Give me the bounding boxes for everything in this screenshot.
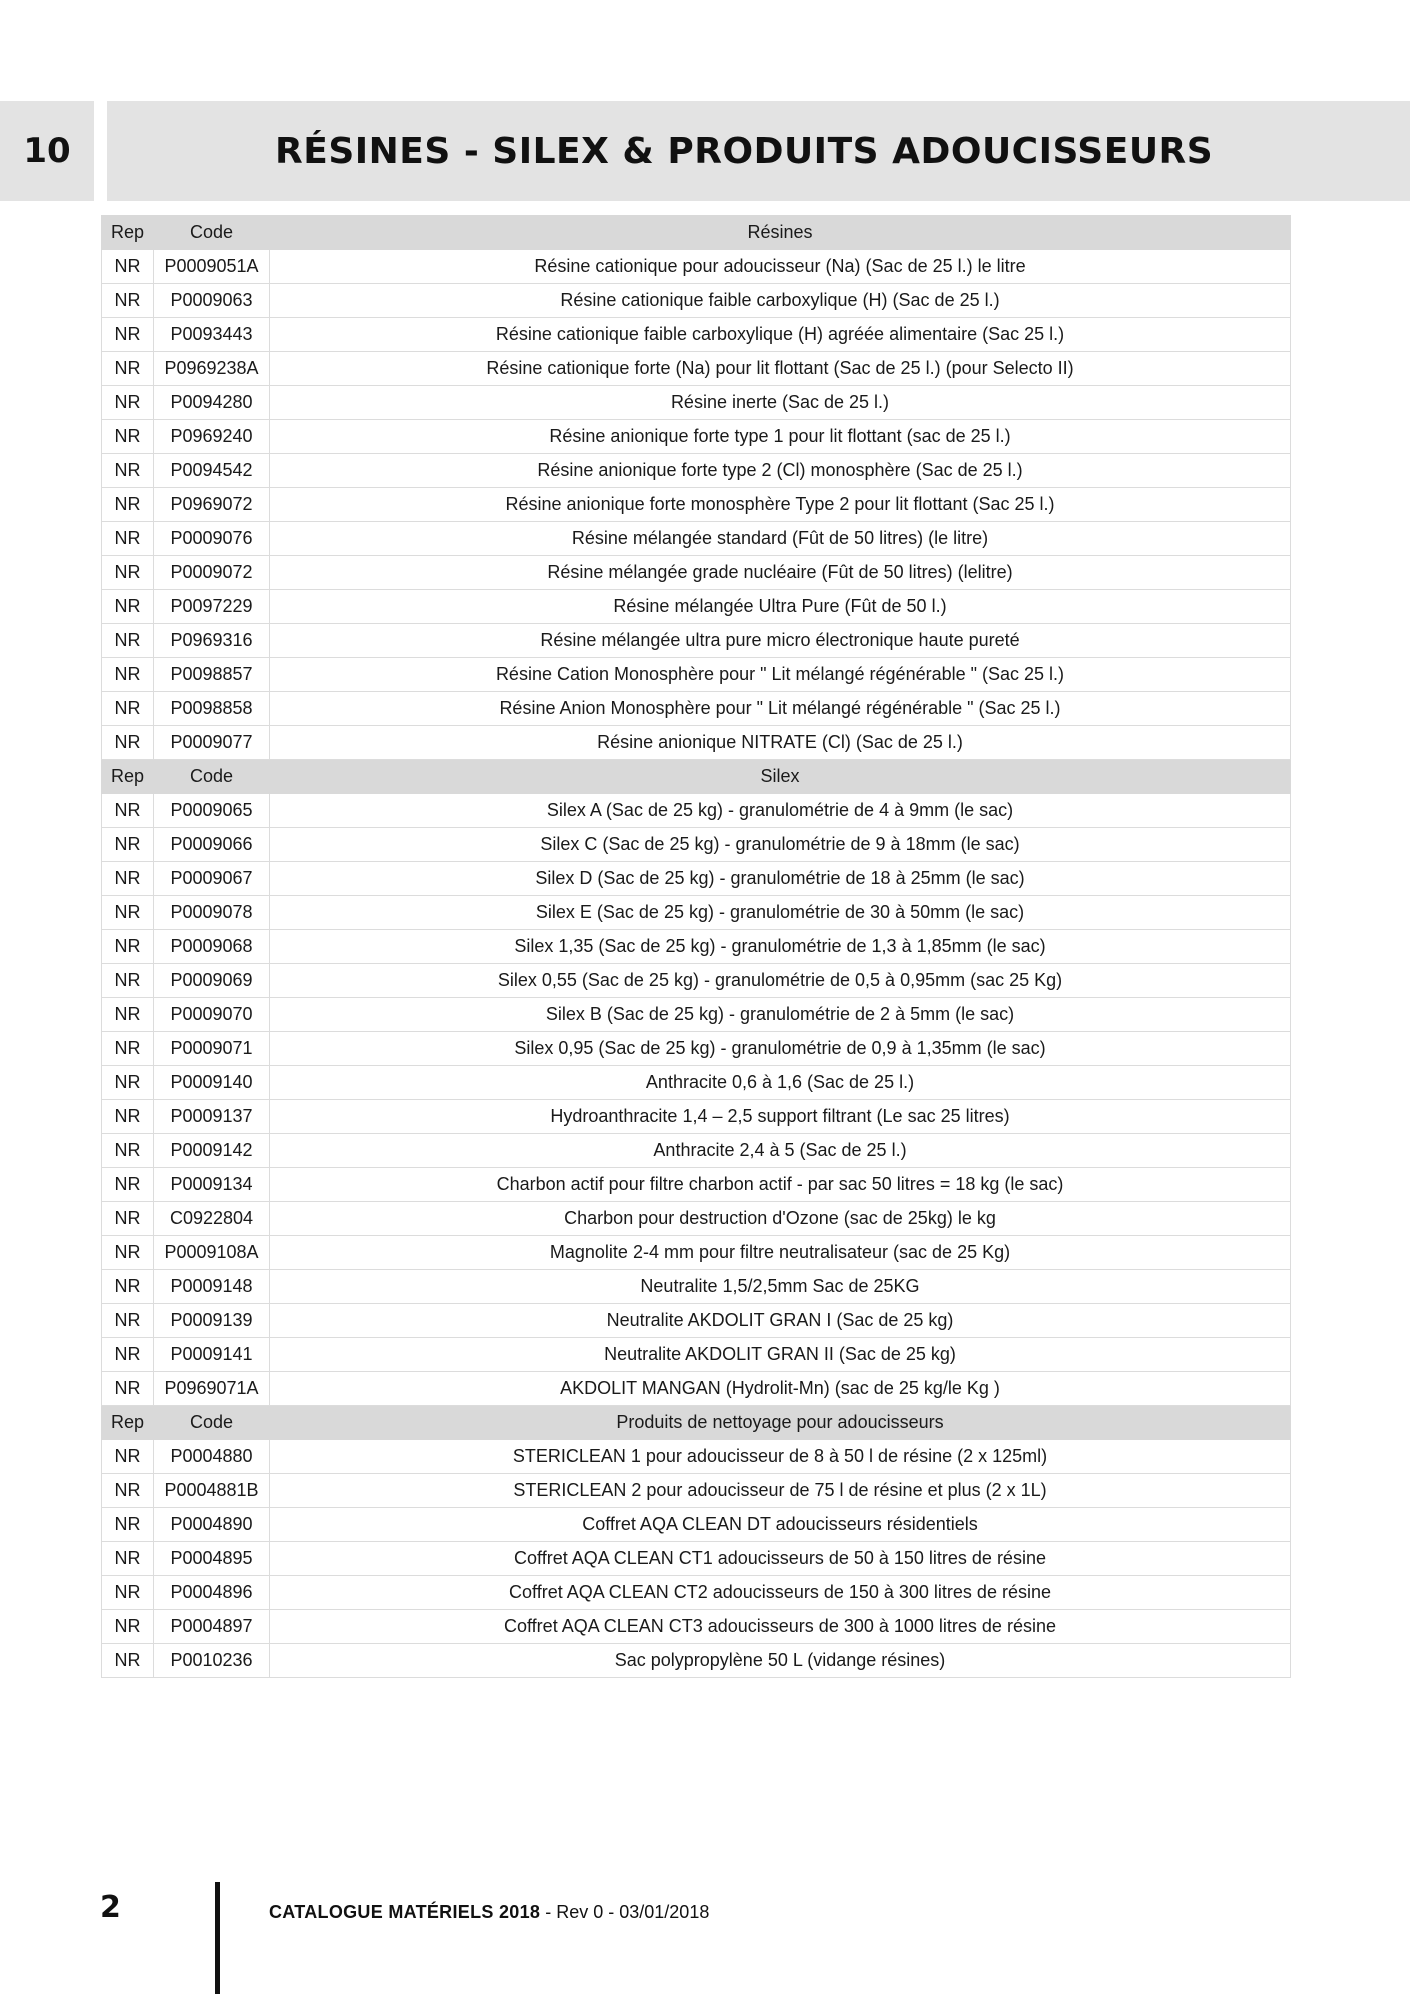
code-cell: P0094542 [154,454,270,488]
code-cell: P0009137 [154,1100,270,1134]
code-cell: P0004897 [154,1610,270,1644]
page-title: RÉSINES - SILEX & PRODUITS ADOUCISSEURS [275,130,1214,172]
table-row [102,930,1291,964]
description-cell: Silex 1,35 (Sac de 25 kg) - granulométrie de 1,3 à 1,85mm (le sac) [270,930,1291,964]
description-cell: Résine Cation Monosphère pour " Lit mélangé régénérable " (Sac 25 l.) [270,658,1291,692]
rep-cell: NR [102,1474,154,1508]
table-row [102,726,1291,760]
table-row [102,964,1291,998]
description-cell: STERICLEAN 2 pour adoucisseur de 75 l de résine et plus (2 x 1L) [270,1474,1291,1508]
rep-cell: NR [102,862,154,896]
rep-cell: NR [102,1236,154,1270]
code-cell: P0009134 [154,1168,270,1202]
code-cell: P0009072 [154,556,270,590]
description-cell: Résine cationique pour adoucisseur (Na) (Sac de 25 l.) le litre [270,250,1291,284]
code-cell: P0009065 [154,794,270,828]
table-row [102,420,1291,454]
footer-divider [215,1882,220,1994]
code-cell: P0969240 [154,420,270,454]
description-cell: Résine mélangée grade nucléaire (Fût de 50 litres) (lelitre) [270,556,1291,590]
table-row [102,1168,1291,1202]
table-row [102,794,1291,828]
rep-cell: NR [102,726,154,760]
description-cell: Silex D (Sac de 25 kg) - granulométrie de 18 à 25mm (le sac) [270,862,1291,896]
description-cell: STERICLEAN 1 pour adoucisseur de 8 à 50 l de résine (2 x 125ml) [270,1440,1291,1474]
description-cell: Résine mélangée ultra pure micro électronique haute pureté [270,624,1291,658]
rep-cell: NR [102,1066,154,1100]
table-row [102,624,1291,658]
table-row [102,1542,1291,1576]
code-cell: P0004881B [154,1474,270,1508]
rep-cell: NR [102,1168,154,1202]
table-row [102,1100,1291,1134]
table-row [102,862,1291,896]
description-cell: Anthracite 2,4 à 5 (Sac de 25 l.) [270,1134,1291,1168]
description-cell: Résine Anion Monosphère pour " Lit mélangé régénérable " (Sac 25 l.) [270,692,1291,726]
rep-cell: NR [102,658,154,692]
section-header-row [102,216,1291,250]
product-table-body [102,216,1291,1678]
rep-cell: NR [102,794,154,828]
table-row [102,1066,1291,1100]
rep-cell: NR [102,1372,154,1406]
header-code: Code [154,1406,270,1440]
code-cell: P0009069 [154,964,270,998]
description-cell: Silex 0,95 (Sac de 25 kg) - granulométrie de 0,9 à 1,35mm (le sac) [270,1032,1291,1066]
table-row [102,896,1291,930]
table-row [102,1576,1291,1610]
table-row [102,1236,1291,1270]
code-cell: P0098858 [154,692,270,726]
code-cell: C0922804 [154,1202,270,1236]
code-cell: P0009068 [154,930,270,964]
section-header-row [102,1406,1291,1440]
footer-revision: - Rev 0 - 03/01/2018 [540,1902,710,1922]
header-section-label: Résines [270,216,1291,250]
code-cell: P0009140 [154,1066,270,1100]
table-row [102,284,1291,318]
table-row [102,386,1291,420]
table-row [102,454,1291,488]
table-row [102,828,1291,862]
table-row [102,318,1291,352]
chapter-number: 10 [23,131,71,171]
header-rep: Rep [102,760,154,794]
rep-cell: NR [102,590,154,624]
description-cell: Coffret AQA CLEAN CT1 adoucisseurs de 50 à 150 litres de résine [270,1542,1291,1576]
header-rep: Rep [102,1406,154,1440]
code-cell: P0004895 [154,1542,270,1576]
rep-cell: NR [102,1542,154,1576]
title-bar [107,101,1410,201]
footer-catalogue: CATALOGUE MATÉRIELS 2018 [269,1902,541,1922]
description-cell: Magnolite 2-4 mm pour filtre neutralisateur (sac de 25 Kg) [270,1236,1291,1270]
rep-cell: NR [102,1440,154,1474]
rep-cell: NR [102,1610,154,1644]
description-cell: Sac polypropylène 50 L (vidange résines) [270,1644,1291,1678]
table-row [102,658,1291,692]
description-cell: Coffret AQA CLEAN CT2 adoucisseurs de 150 à 300 litres de résine [270,1576,1291,1610]
rep-cell: NR [102,1202,154,1236]
table-row [102,488,1291,522]
code-cell: P0098857 [154,658,270,692]
description-cell: Charbon actif pour filtre charbon actif - par sac 50 litres = 18 kg (le sac) [270,1168,1291,1202]
code-cell: P0093443 [154,318,270,352]
table-row [102,1032,1291,1066]
rep-cell: NR [102,556,154,590]
header-code: Code [154,760,270,794]
description-cell: Silex E (Sac de 25 kg) - granulométrie de 30 à 50mm (le sac) [270,896,1291,930]
description-cell: Résine anionique forte type 1 pour lit flottant (sac de 25 l.) [270,420,1291,454]
description-cell: Neutralite AKDOLIT GRAN I (Sac de 25 kg) [270,1304,1291,1338]
code-cell: P0004896 [154,1576,270,1610]
rep-cell: NR [102,1508,154,1542]
code-cell: P0009051A [154,250,270,284]
rep-cell: NR [102,624,154,658]
description-cell: Résine cationique faible carboxylique (H) (Sac de 25 l.) [270,284,1291,318]
rep-cell: NR [102,1304,154,1338]
code-cell: P0009139 [154,1304,270,1338]
rep-cell: NR [102,964,154,998]
table-row [102,1644,1291,1678]
code-cell: P0969316 [154,624,270,658]
description-cell: Résine anionique NITRATE (Cl) (Sac de 25 l.) [270,726,1291,760]
code-cell: P0969071A [154,1372,270,1406]
rep-cell: NR [102,318,154,352]
code-cell: P0969072 [154,488,270,522]
description-cell: Coffret AQA CLEAN CT3 adoucisseurs de 300 à 1000 litres de résine [270,1610,1291,1644]
rep-cell: NR [102,386,154,420]
rep-cell: NR [102,998,154,1032]
description-cell: Résine inerte (Sac de 25 l.) [270,386,1291,420]
header-section-label: Silex [270,760,1291,794]
description-cell: Silex 0,55 (Sac de 25 kg) - granulométrie de 0,5 à 0,95mm (sac 25 Kg) [270,964,1291,998]
section-header-row [102,760,1291,794]
code-cell: P0009076 [154,522,270,556]
code-cell: P0009141 [154,1338,270,1372]
table-row [102,1202,1291,1236]
description-cell: AKDOLIT MANGAN (Hydrolit-Mn) (sac de 25 kg/le Kg ) [270,1372,1291,1406]
footer-caption [269,1902,709,1923]
rep-cell: NR [102,1100,154,1134]
table-row [102,250,1291,284]
rep-cell: NR [102,250,154,284]
rep-cell: NR [102,1270,154,1304]
table-row [102,1508,1291,1542]
header-section-label: Produits de nettoyage pour adoucisseurs [270,1406,1291,1440]
description-cell: Neutralite AKDOLIT GRAN II (Sac de 25 kg) [270,1338,1291,1372]
table-row [102,1304,1291,1338]
table-row [102,1270,1291,1304]
table-row [102,692,1291,726]
code-cell: P0009070 [154,998,270,1032]
header-rep: Rep [102,216,154,250]
rep-cell: NR [102,1338,154,1372]
table-row [102,998,1291,1032]
table-row [102,556,1291,590]
rep-cell: NR [102,1644,154,1678]
code-cell: P0097229 [154,590,270,624]
rep-cell: NR [102,488,154,522]
code-cell: P0009108A [154,1236,270,1270]
description-cell: Résine cationique faible carboxylique (H) agréée alimentaire (Sac 25 l.) [270,318,1291,352]
rep-cell: NR [102,896,154,930]
description-cell: Résine anionique forte type 2 (Cl) monosphère (Sac de 25 l.) [270,454,1291,488]
rep-cell: NR [102,828,154,862]
description-cell: Anthracite 0,6 à 1,6 (Sac de 25 l.) [270,1066,1291,1100]
description-cell: Silex A (Sac de 25 kg) - granulométrie de 4 à 9mm (le sac) [270,794,1291,828]
code-cell: P0094280 [154,386,270,420]
rep-cell: NR [102,930,154,964]
rep-cell: NR [102,1032,154,1066]
code-cell: P0009066 [154,828,270,862]
code-cell: P0004880 [154,1440,270,1474]
code-cell: P0009148 [154,1270,270,1304]
table-row [102,590,1291,624]
description-cell: Neutralite 1,5/2,5mm Sac de 25KG [270,1270,1291,1304]
code-cell: P0009071 [154,1032,270,1066]
code-cell: P0969238A [154,352,270,386]
code-cell: P0009078 [154,896,270,930]
table-row [102,1338,1291,1372]
rep-cell: NR [102,352,154,386]
table-row [102,1372,1291,1406]
rep-cell: NR [102,454,154,488]
description-cell: Hydroanthracite 1,4 – 2,5 support filtrant (Le sac 25 litres) [270,1100,1291,1134]
description-cell: Résine mélangée standard (Fût de 50 litres) (le litre) [270,522,1291,556]
footer-page-number: 2 [100,1890,121,1925]
code-cell: P0009077 [154,726,270,760]
rep-cell: NR [102,284,154,318]
header-code: Code [154,216,270,250]
description-cell: Silex C (Sac de 25 kg) - granulométrie de 9 à 18mm (le sac) [270,828,1291,862]
rep-cell: NR [102,1134,154,1168]
rep-cell: NR [102,1576,154,1610]
description-cell: Résine cationique forte (Na) pour lit flottant (Sac de 25 l.) (pour Selecto II) [270,352,1291,386]
code-cell: P0009063 [154,284,270,318]
table-row [102,1134,1291,1168]
code-cell: P0010236 [154,1644,270,1678]
table-row [102,522,1291,556]
description-cell: Résine anionique forte monosphère Type 2 pour lit flottant (Sac 25 l.) [270,488,1291,522]
rep-cell: NR [102,420,154,454]
table-row [102,1440,1291,1474]
code-cell: P0009142 [154,1134,270,1168]
table-row [102,1610,1291,1644]
table-row [102,352,1291,386]
description-cell: Charbon pour destruction d'Ozone (sac de 25kg) le kg [270,1202,1291,1236]
rep-cell: NR [102,522,154,556]
rep-cell: NR [102,692,154,726]
chapter-number-box [0,101,94,201]
product-table [101,215,1291,1678]
table-row [102,1474,1291,1508]
description-cell: Silex B (Sac de 25 kg) - granulométrie de 2 à 5mm (le sac) [270,998,1291,1032]
code-cell: P0004890 [154,1508,270,1542]
code-cell: P0009067 [154,862,270,896]
description-cell: Résine mélangée Ultra Pure (Fût de 50 l.) [270,590,1291,624]
description-cell: Coffret AQA CLEAN DT adoucisseurs résidentiels [270,1508,1291,1542]
